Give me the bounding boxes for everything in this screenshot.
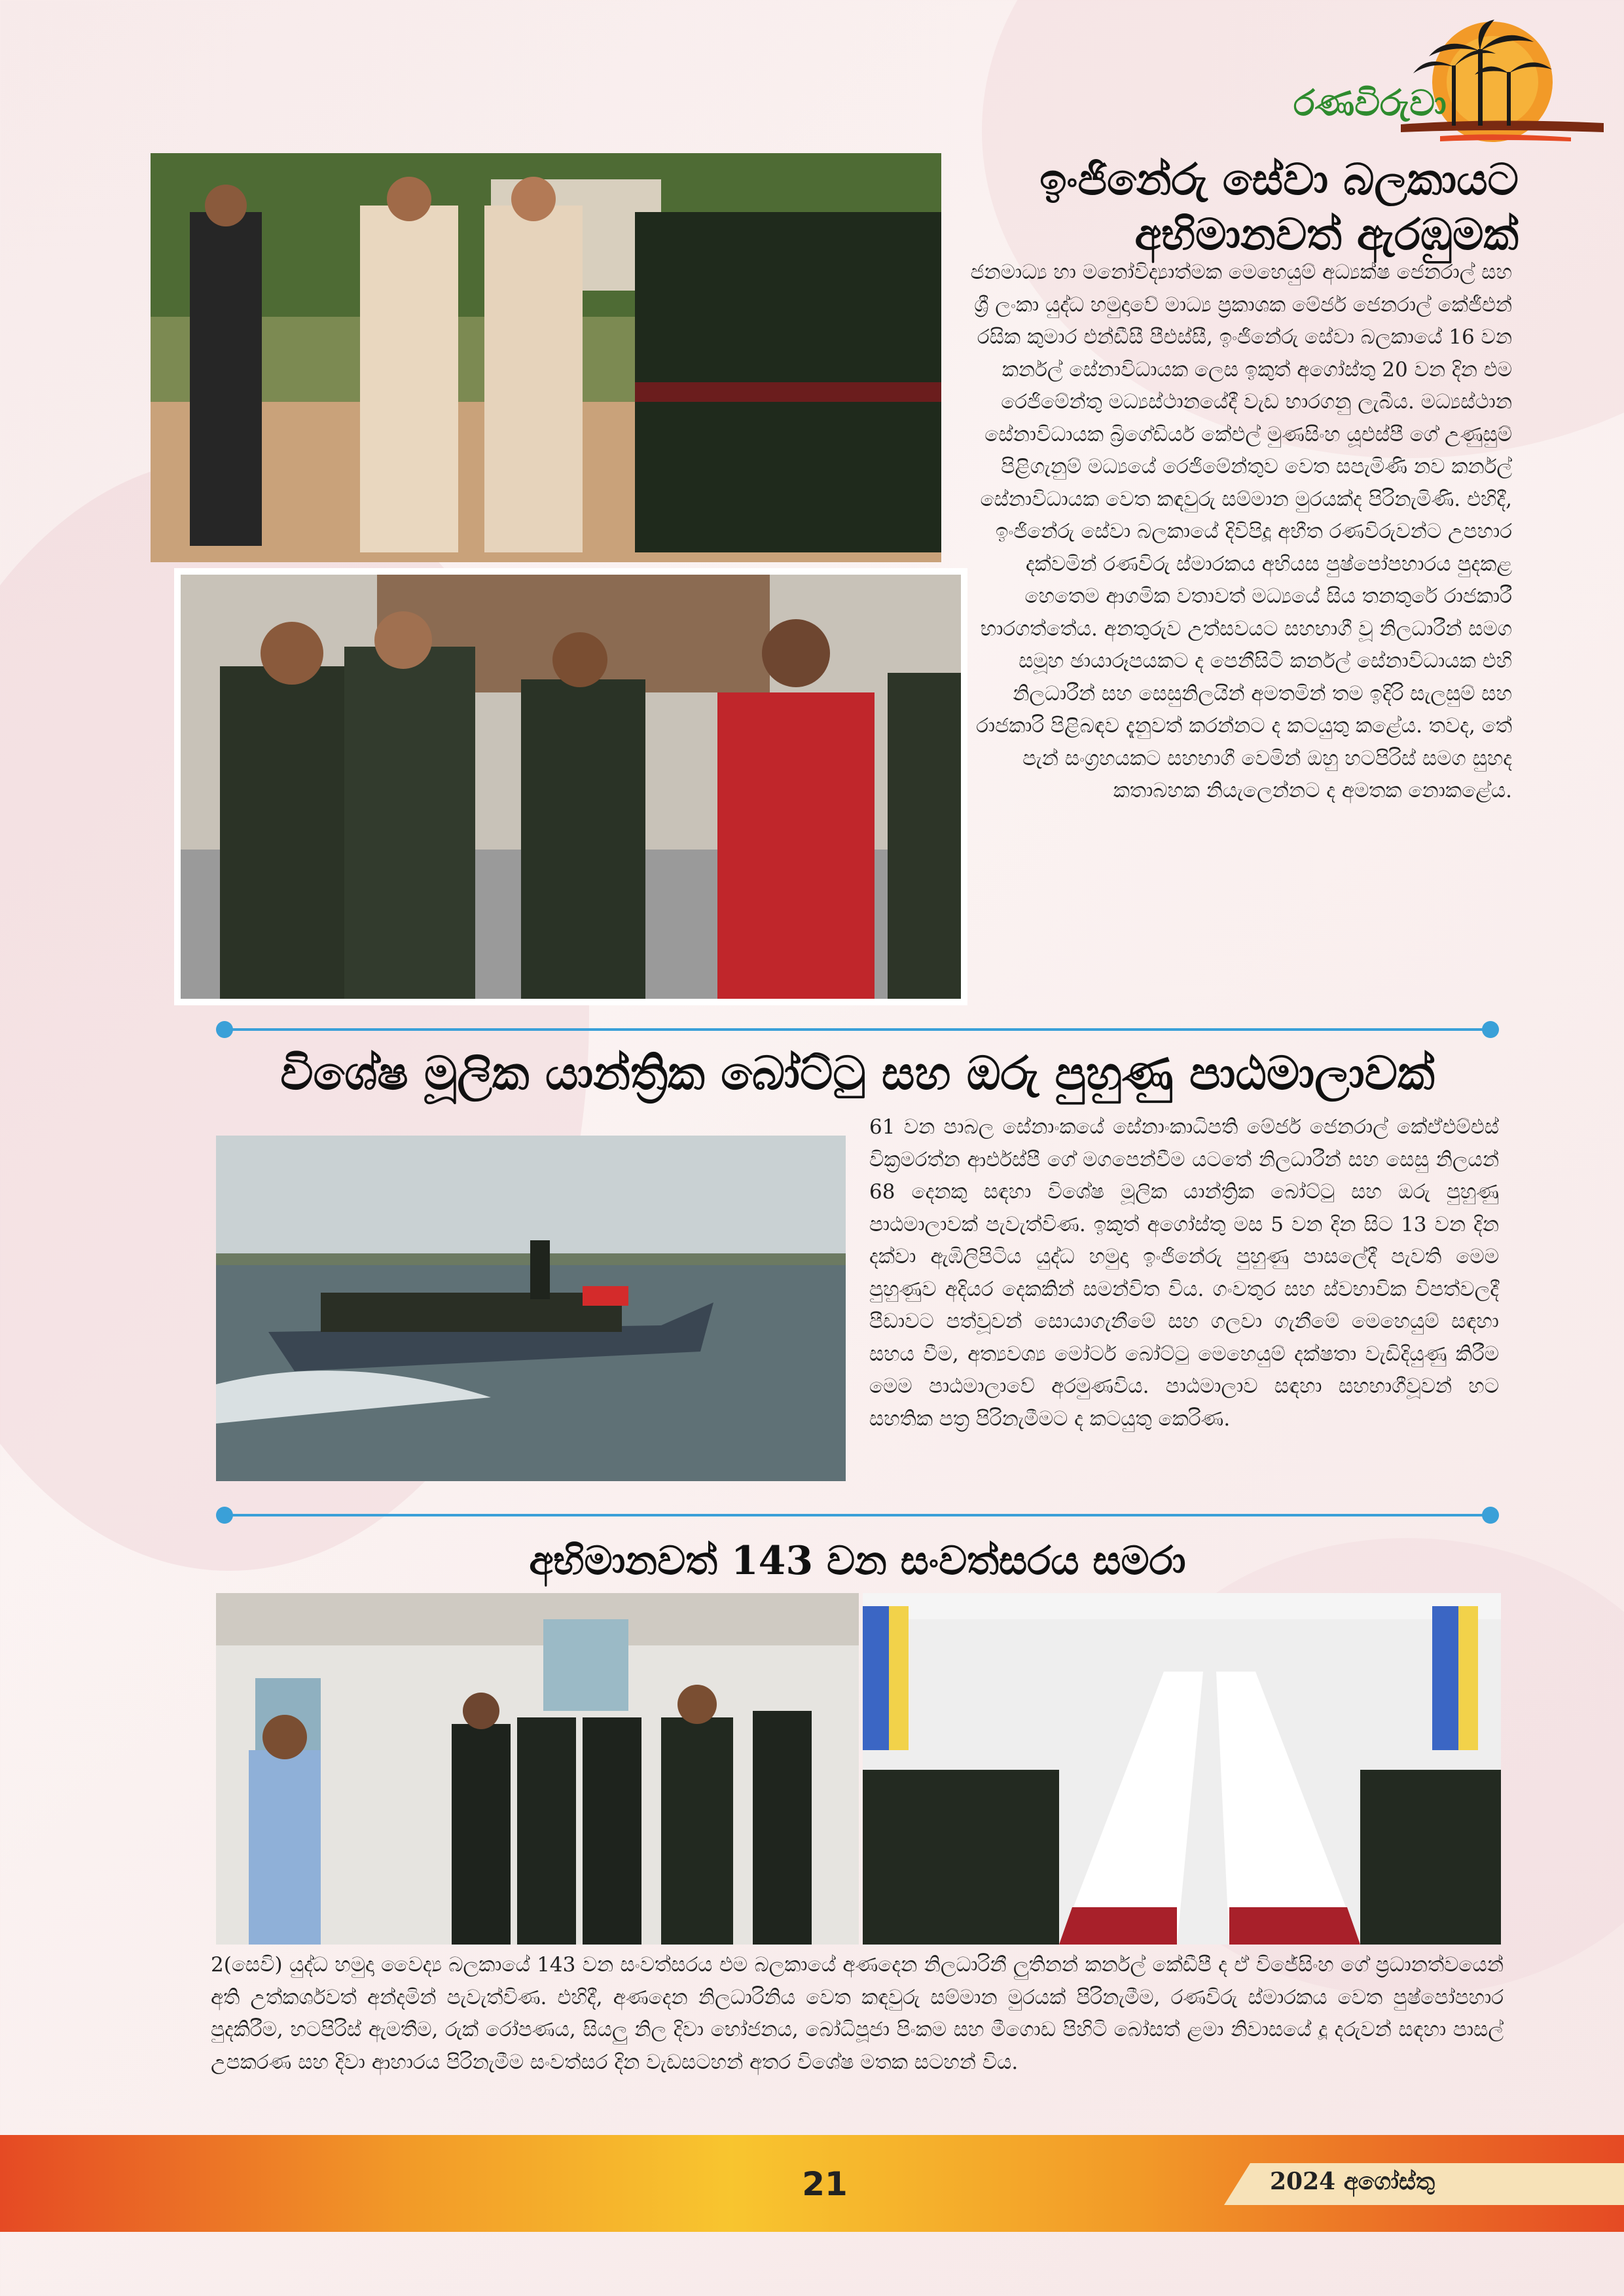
article-3-title: අභිමානවත් 143 වන සංවත්සරය සමරා (529, 1538, 1186, 1584)
section-divider (216, 1021, 1499, 1038)
ceremony-photo-tea-party (174, 568, 967, 1005)
article-1-title: ඉංජිනේරු සේවා බලකායට අභිමානවත් ඇරඹුමක් (1039, 154, 1519, 260)
logo-title: රණවිරුවා (1293, 82, 1447, 124)
article-3-body: 2(සෙවි) යුද්ධ හමුදා වෛද්‍ය බලකායේ 143 වන සංවත්සරය එම බලකායේ අණදෙන නිලධාරිනී ලුතිනන් කර්නල් කේඩීපී ද ඒ විජේසිංහ ගේ ප්‍රධානත්වයෙන් අති උත්කර්ශවත් අන්දමින් පැවැත්විණ. එහිදී, අණදෙන නිලධාරිනිය වෙත කඳවුරු සම්මාන මුරයක් පිරිනැමීම, රණවිරු ස්මාරකය වෙත පුෂ්පෝපහාර පුදකිරීම, හටපිරිස් ඇමතීම, රුක් රෝපණය, සියලු නිල දිවා භෝජනය, බෝධිපූජා පිංකම සහ මීගොඩ පිහිටි බෝසත් ළමා නිවාසයේ දූ දරුවන් සඳහා පාසල් උපකරණ සහ දිවා ආහාරය පිරිනැමීම සංවත්සර දින වැඩසටහන් අතර විශේෂ මතක සටහන් විය. (211, 1953, 1504, 2074)
boat-training-photo (216, 1136, 846, 1481)
anniversary-photo-dinner (863, 1593, 1501, 1945)
ceremony-photo-guard-of-honour (151, 153, 941, 562)
issue-date: 2024 අගෝස්තු (1270, 2168, 1435, 2195)
anniversary-photo-address (216, 1593, 859, 1945)
section-divider (216, 1507, 1499, 1524)
article-1-body: ජනමාධ්‍ය හා මනෝවිද්‍යාත්මක මෙහෙයුම් අධ්‍යක්ෂ ජෙනරාල් සහ ශ්‍රී ලංකා යුද්ධ හමුදාවේ මාධ්‍ය ප්‍රකාශක මේජර් ජෙනරාල් කේජීඑන් රසික කුමාර එන්ඩීසී පීඑස්සී, ඉංජිනේරු සේවා බලකායේ 16 වන කර්නල් සේනාවිධායක ලෙස ඉකුත් අගෝස්තු 20 වන දින එම රෙජිමේන්තු මධ්‍යස්ථානයේදී වැඩ භාරගනු ලැබීය. මධ්‍යස්ථාන සේනාවිධායක බ්‍රිගේඩියර් කේඑල් මුණසිංහ යූඑස්පී ගේ උණුසුම් පිළිගැනුම් මධ්‍යයේ රෙජිමේන්තුව වෙත සපැමිණි නව කර්නල් සේනාවිධායක වෙත කඳවුරු සම්මාන මුරයක්ද පිරිනැමිණි. එහිදී, ඉංජිනේරු සේවා බලකායේ දිවිපිදූ අභීත රණවිරුවන්ට උපහාර දක්වමින් රණවිරු ස්මාරකය අභියස පුෂ්පෝපහාරය පුදකළ හෙතෙම ආගමික වතාවත් මධ්‍යයේ සිය තනතුරේ රාජකාරී භාරගත්තේය. අනතුරුව උත්සවයට සහභාගී වූ නිලධාරීන් සමග සමූහ ඡායාරූපයකට ද පෙනීසිටි කර්නල් සේනාවිධායක එහි නිලධාරීන් සහ සෙසුනිලයින් අමතමින් තම ඉදිරි සැලසුම් සහ රාජකාරි පිළිබඳව දැනුවත් කරන්නට ද කටයුතු කළේය. තවද, තේ පැන් සංග්‍රහයකට සහභාගී වෙමින් ඔහු හටපිරිස් සමග සුහද කතාබහක නියැලෙන්නට ද අමතක නොකළේය. (970, 260, 1512, 802)
page-number: 21 (802, 2165, 848, 2203)
article-2-title: විශේෂ මූලික යාන්ත්‍රික බෝට්ටු සහ ඔරු පුහුණු පාඨමාලාවක් (280, 1046, 1435, 1100)
article-2-body: 61 වන පාබල සේනාංකයේ සේනාංකාධිපති මේජර් ජෙනරාල් කේඒඑම්එස් වික්‍රමරත්න ආර්එස්පී ගේ මගපෙන්වීම යටතේ නිලධාරීන් සහ සෙසු නිලයන් 68 දෙනකු සඳහා විශේෂ මූලික යාන්ත්‍රික බෝට්ටු සහ ඔරු පුහුණු පාඨමාලාවක් පැවැත්විණ. ඉකුත් අගෝස්තු මස 5 වන දින සිට 13 වන දින දක්වා ඇඹිලිපිටිය යුද්ධ හමුදා ඉංජිනේරු පුහුණු පාසලේදී පැවති මෙම පුහුණුව අදියර දෙකකින් සමන්විත විය. ගංවතුර සහ ස්වභාවික විපත්වලදී පීඩාවට පත්වූවන් සොයාගැනීමේ සහ ගලවා ගැනීමේ මෙහෙයුම් සඳහා සහය වීම, අත්‍යවශ්‍ය මෝටර් බෝට්ටු මෙහෙයුම් දක්ෂතා වැඩිදියුණු කිරීම මෙම පාඨමාලාවේ අරමුණවිය. පාඨමාලාව සඳහා සහභාගීවූවන් හට සහතික පත්‍ර පිරිනැමීමට ද කටයුතු කෙරිණ. (869, 1115, 1499, 1431)
masthead-logo (1283, 20, 1610, 157)
